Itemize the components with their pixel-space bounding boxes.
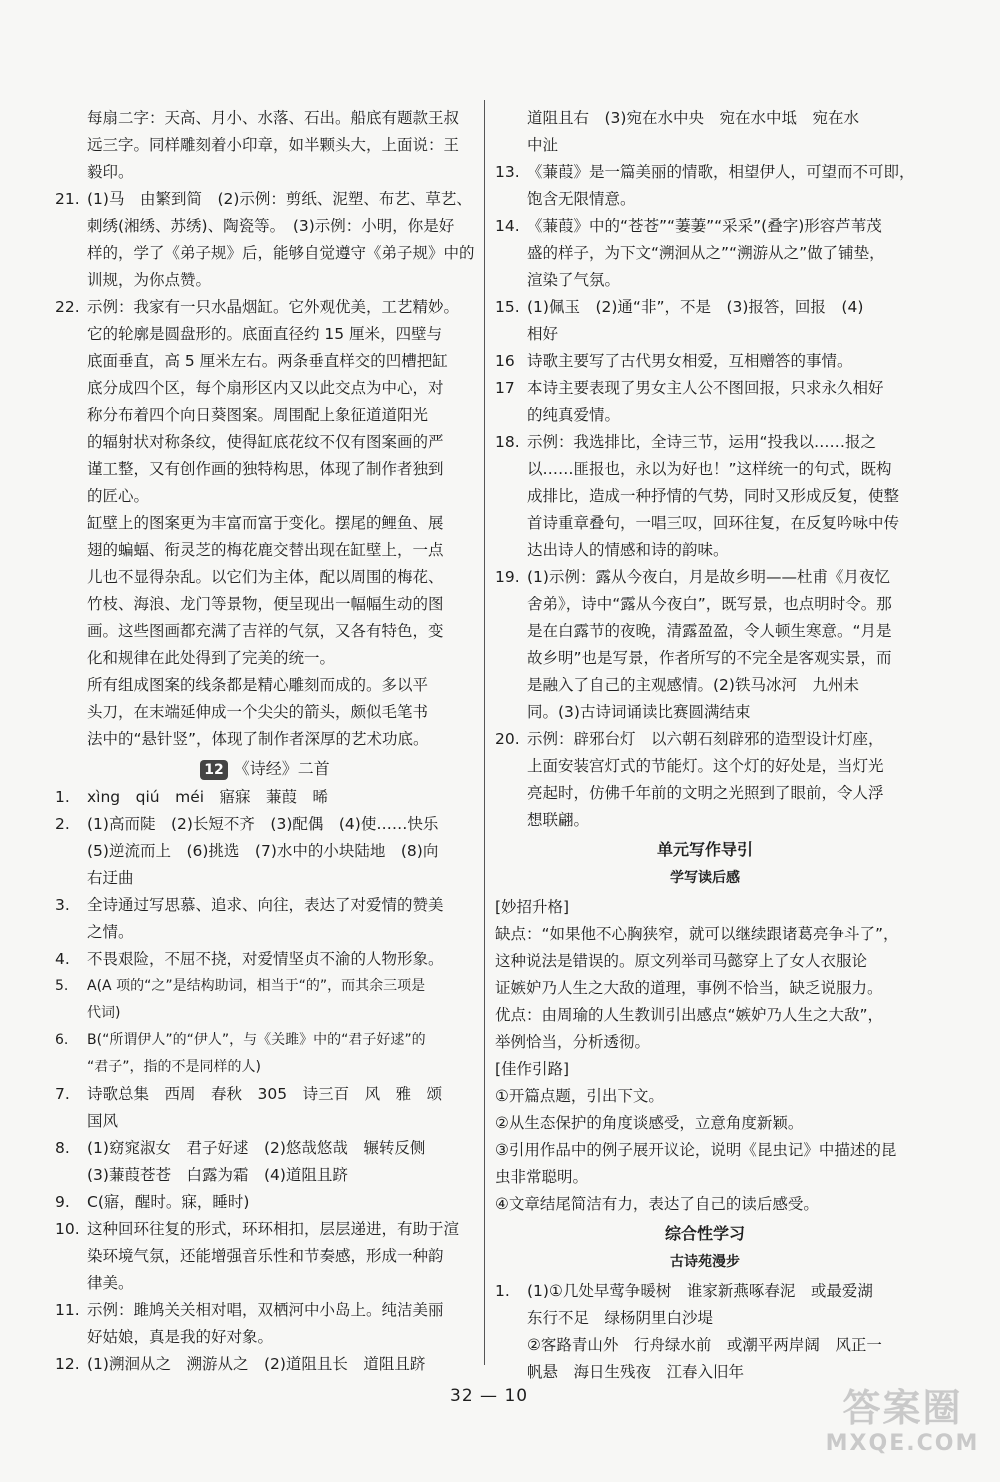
- item-text: C(寤，醒时。寐，睡时): [87, 1193, 250, 1211]
- answer-item: [55, 1189, 475, 1216]
- item-line: 之情。: [87, 923, 134, 941]
- item-line: 儿也不显得杂乱。以它们为主体，配以周围的梅花、: [87, 568, 444, 586]
- answer-item: [55, 1027, 475, 1054]
- intro-line: 毅印。: [87, 163, 134, 181]
- item-number: 1.: [495, 1282, 510, 1300]
- item-line: 称分布着四个向日葵图案。周围配上象征道道阳光: [87, 406, 429, 424]
- lesson-answer-list: [55, 784, 475, 1378]
- item-text: 不畏艰险，不屈不挠，对爱情坚贞不渝的人物形象。: [87, 950, 444, 968]
- item-line: 是融入了自己的主观感情。(2)铁马冰河 九州未: [527, 676, 859, 694]
- right-column: [495, 105, 915, 1386]
- answer-item: [55, 1135, 475, 1162]
- item-text: (1)佩玉 (2)通“非”，不是 (3)报答，回报 (4): [527, 298, 864, 316]
- writing-section-title: 单元写作导引: [656, 840, 753, 859]
- bracket-heading: [妙招升格]: [495, 898, 570, 916]
- item-line: 法中的“悬针竖”，体现了制作者深厚的艺术功底。: [87, 730, 429, 748]
- item-text: 示例：我选排比，全诗三节，运用“投我以……报之: [527, 433, 877, 451]
- lesson-title: [55, 755, 475, 782]
- item-number: 10.: [55, 1220, 80, 1238]
- item-line: 达出诗人的情感和诗的韵味。: [527, 541, 729, 559]
- answer-item-22: [55, 294, 475, 321]
- item-line: 的辐射状对称条纹，使得缸底花纹不仅有图案画的严: [87, 433, 444, 451]
- item-number: 3.: [55, 896, 70, 914]
- answer-item: [495, 1278, 915, 1305]
- writing-line: 虫非常聪明。: [495, 1168, 589, 1186]
- writing-line: 证嫉妒乃人生之大敌的道理，事例不恰当，缺乏说服力。: [495, 979, 883, 997]
- item-line: 东行不足 绿杨阴里白沙堤: [527, 1309, 714, 1327]
- item-line: 它的轮廓是圆盘形的。底面直径约 15 厘米，四壁与: [87, 325, 443, 343]
- item-number: 14.: [495, 217, 520, 235]
- item-line: 上面安装宫灯式的节能灯。这个灯的好处是，当灯光: [527, 757, 884, 775]
- item-line: 亮起时，仿佛千年前的文明之光照到了眼前，令人浮: [527, 784, 884, 802]
- item-text: (1)窈窕淑女 君子好逑 (2)悠哉悠哉 辗转反侧: [87, 1139, 426, 1157]
- item-number: 1.: [55, 788, 70, 806]
- item-line: 成排比，造成一种抒情的气势，同时又形成反复，使整: [527, 487, 900, 505]
- item-line: 的纯真爱情。: [527, 406, 621, 424]
- left-column: [55, 105, 475, 1378]
- item-line: “君子”，指的不是同样的人): [87, 1059, 261, 1075]
- item-number: 4.: [55, 950, 70, 968]
- answer-item: [495, 348, 915, 375]
- answer-item: [55, 1297, 475, 1324]
- comprehensive-section-title: 综合性学习: [664, 1224, 745, 1243]
- answer-item: [495, 429, 915, 456]
- answer-item: [55, 1216, 475, 1243]
- item-line: 画。这些图画都充满了吉祥的气氛，又各有特色，变: [87, 622, 444, 640]
- item-line: 中沚: [527, 136, 559, 154]
- item-line: 翅的蝙蝠、衔灵芝的梅花鹿交替出现在缸壁上，一点: [87, 541, 444, 559]
- item-line: 舍弟》，诗中“露从今夜白”，既写景，也点明时令。那: [527, 595, 892, 613]
- answer-item: [55, 811, 475, 838]
- watermark-logo: [815, 1385, 990, 1475]
- item-number: 9.: [55, 1193, 70, 1211]
- answer-item: [495, 726, 915, 753]
- writing-line: ②从生态保护的角度谈感受，立意角度新颖。: [495, 1114, 804, 1132]
- item-text: (1)示例：露从今夜白，月是故乡明——杜甫《月夜忆: [527, 568, 890, 586]
- item-text: 全诗通过写思慕、追求、向往，表达了对爱情的赞美: [87, 896, 444, 914]
- item-line: 相好: [527, 325, 559, 343]
- item-line: 道阻且右 (3)宛在水中央 宛在水中坻 宛在水: [527, 109, 859, 127]
- writing-line: 缺点：“如果他不心胸狭窄，就可以继续跟诸葛亮争斗了”，: [495, 925, 899, 943]
- item-line: 渲染了气氛。: [527, 271, 621, 289]
- answer-item: [55, 946, 475, 973]
- item-number: 13.: [495, 163, 520, 181]
- watermark-url: MXQE.COM: [825, 1431, 980, 1456]
- writing-line: 这种说法是错误的。原文列举司马懿穿上了女人衣服论: [495, 952, 868, 970]
- item-line: 底面垂直，高 5 厘米左右。两条垂直样交的凹槽把缸: [87, 352, 448, 370]
- item-line: 同。(3)古诗词诵读比赛圆满结束: [527, 703, 751, 721]
- item-text: 《蒹葭》中的“苍苍”“萋萋”“采采”(叠字)形容芦苇茂: [527, 217, 882, 235]
- item-text: 诗歌主要写了古代男女相爱，互相赠答的事情。: [527, 352, 853, 370]
- item-line: 好姑娘，真是我的好对象。: [87, 1328, 274, 1346]
- item-number: 18.: [495, 433, 520, 451]
- item-line: 首诗重章叠句，一唱三叹，回环往复，在反复吟咏中传: [527, 514, 900, 532]
- item-line: 所有组成图案的线条都是精心雕刻而成的。多以平: [87, 676, 429, 694]
- writing-line: ④文章结尾简洁有力，表达了自己的读后感受。: [495, 1195, 819, 1213]
- item-line: 样的，学了《弟子规》后，能够自觉遵守《弟子规》中的: [87, 244, 475, 262]
- item-number: 5.: [55, 978, 69, 994]
- item-line: 想联翩。: [527, 811, 590, 829]
- item-line: 底分成四个区，每个扇形区内又以此交点为中心，对: [87, 379, 444, 397]
- item-number: 17: [495, 379, 515, 397]
- answer-list: [495, 159, 915, 834]
- writing-line: ①开篇点题，引出下文。: [495, 1087, 664, 1105]
- item-line: 化和规律在此处得到了完美的统一。: [87, 649, 336, 667]
- answer-item: [55, 892, 475, 919]
- item-text: (1)高而陡 (2)长短不齐 (3)配偶 (4)使……快乐: [87, 815, 439, 833]
- item-number: 16: [495, 352, 515, 370]
- item-number: 20.: [495, 730, 520, 748]
- item-text: A(A 项的“之”是结构助词，相当于“的”，而其余三项是: [87, 978, 426, 994]
- item-text: (1)溯洄从之 溯游从之 (2)道阻且长 道阻且跻: [87, 1355, 426, 1373]
- item-text: 示例：雎鸠关关相对唱，双栖河中小岛上。纯洁美丽: [87, 1301, 444, 1319]
- item-text: 示例：我家有一只水晶烟缸。它外观优美，工艺精妙。: [87, 298, 460, 316]
- item-text: (1)马 由繁到简 (2)示例：剪纸、泥塑、布艺、草艺、: [87, 190, 472, 208]
- item-text: 这种回环往复的形式，环环相扣，层层递进，有助于渲: [87, 1220, 460, 1238]
- item-line: 的匠心。: [87, 487, 150, 505]
- item-number: 12.: [55, 1355, 80, 1373]
- item-text: 《蒹葭》是一篇美丽的情歌，相望伊人，可望而不可即，: [527, 163, 915, 181]
- answer-item: [495, 159, 915, 186]
- item-line: 头刀，在末端延伸成一个尖尖的箭头，颇似毛笔书: [87, 703, 429, 721]
- answer-item: [55, 1081, 475, 1108]
- item-text: 诗歌总集 西周 春秋 305 诗三百 风 雅 颂: [87, 1085, 443, 1103]
- comprehensive-section-subtitle: 古诗苑漫步: [670, 1254, 740, 1270]
- item-number: 21.: [55, 190, 80, 208]
- item-number: 8.: [55, 1139, 70, 1157]
- bracket-heading: [佳作引路]: [495, 1060, 570, 1078]
- answer-item: [495, 564, 915, 591]
- item-line: 帆悬 海日生残夜 江春入旧年: [527, 1363, 745, 1381]
- lesson-title-text: 《诗经》二首: [233, 759, 330, 778]
- writing-section-subtitle: 学写读后感: [670, 870, 740, 886]
- item-line: 谨工整，又有创作画的独特构思，体现了制作者独到: [87, 460, 444, 478]
- answer-item-21: [55, 186, 475, 213]
- item-line: 国风: [87, 1112, 119, 1130]
- watermark-text: 答案圈: [842, 1386, 963, 1430]
- item-line: 染环境气氛，还能增强音乐性和节奏感，形成一种韵: [87, 1247, 444, 1265]
- answer-item: [495, 294, 915, 321]
- item-text: xìng qiú méi 寤寐 蒹葭 晞: [87, 788, 329, 806]
- item-line: 训规，为你点赞。: [87, 271, 212, 289]
- item-text: (1)①几处早莺争暖树 谁家新燕啄春泥 或最爱湖: [527, 1282, 873, 1300]
- answer-item: [495, 375, 915, 402]
- item-number: 6.: [55, 1032, 69, 1048]
- item-number: 22.: [55, 298, 80, 316]
- writing-line: 举例恰当，分析透彻。: [495, 1033, 651, 1051]
- item-line: (3)蒹葭苍苍 白露为霜 (4)道阻且跻: [87, 1166, 348, 1184]
- item-line: 以……匪报也，永以为好也！”这样统一的句式，既构: [527, 460, 892, 478]
- item-line: (5)逆流而上 (6)挑选 (7)水中的小块陆地 (8)向: [87, 842, 439, 860]
- intro-line: 远三字。同样雕刻着小印章，如半颗头大，上面说：王: [87, 136, 460, 154]
- answer-item: [55, 973, 475, 1000]
- item-text: B(“所谓伊人”的“伊人”，与《关雎》中的“君子好逑”的: [87, 1032, 426, 1048]
- answer-item: [495, 213, 915, 240]
- item-number: 7.: [55, 1085, 70, 1103]
- item-line: 竹枝、海浪、龙门等景物，便呈现出一幅幅生动的图: [87, 595, 444, 613]
- writing-line: ③引用作品中的例子展开议论，说明《昆虫记》中描述的昆: [495, 1141, 897, 1159]
- item-number: 15.: [495, 298, 520, 316]
- answer-item: [55, 1351, 475, 1378]
- item-number: 19.: [495, 568, 520, 586]
- item-line: 刺绣(湘绣、苏绣)、陶瓷等。 (3)示例：小明，你是好: [87, 217, 455, 235]
- page-number: 32 — 10: [450, 1386, 529, 1406]
- writing-line: 优点：由周瑜的人生教训引出感点“嫉妒乃人生之大敌”，: [495, 1006, 884, 1024]
- item-line: 盛的样子，为下文“溯洄从之”“溯游从之”做了铺垫，: [527, 244, 885, 262]
- item-line: 故乡明”也是写景，作者所写的不完全是客观实景，而: [527, 649, 892, 667]
- item-line: ②客路青山外 行舟绿水前 或潮平两岸阔 风正一: [527, 1336, 882, 1354]
- answer-item: [55, 784, 475, 811]
- item-line: 缸壁上的图案更为丰富而富于变化。摆尾的鲤鱼、展: [87, 514, 444, 532]
- item-text: 本诗主要表现了男女主人公不图回报，只求永久相好: [527, 379, 884, 397]
- lesson-number-badge: 12: [200, 760, 227, 780]
- item-line: 是在白露节的夜晚，清露盈盈，令人顿生寒意。“月是: [527, 622, 892, 640]
- item-line: 代词): [87, 1005, 121, 1021]
- intro-line: 每扇二字：天高、月小、水落、石出。船底有题款王叔: [87, 109, 460, 127]
- column-divider: [484, 100, 485, 1365]
- item-line: 饱含无限情意。: [527, 190, 636, 208]
- item-number: 2.: [55, 815, 70, 833]
- item-number: 11.: [55, 1301, 80, 1319]
- item-line: 右迂曲: [87, 869, 134, 887]
- item-line: 律美。: [87, 1274, 134, 1292]
- item-text: 示例：辟邪台灯 以六朝石刻辟邪的造型设计灯座，: [527, 730, 884, 748]
